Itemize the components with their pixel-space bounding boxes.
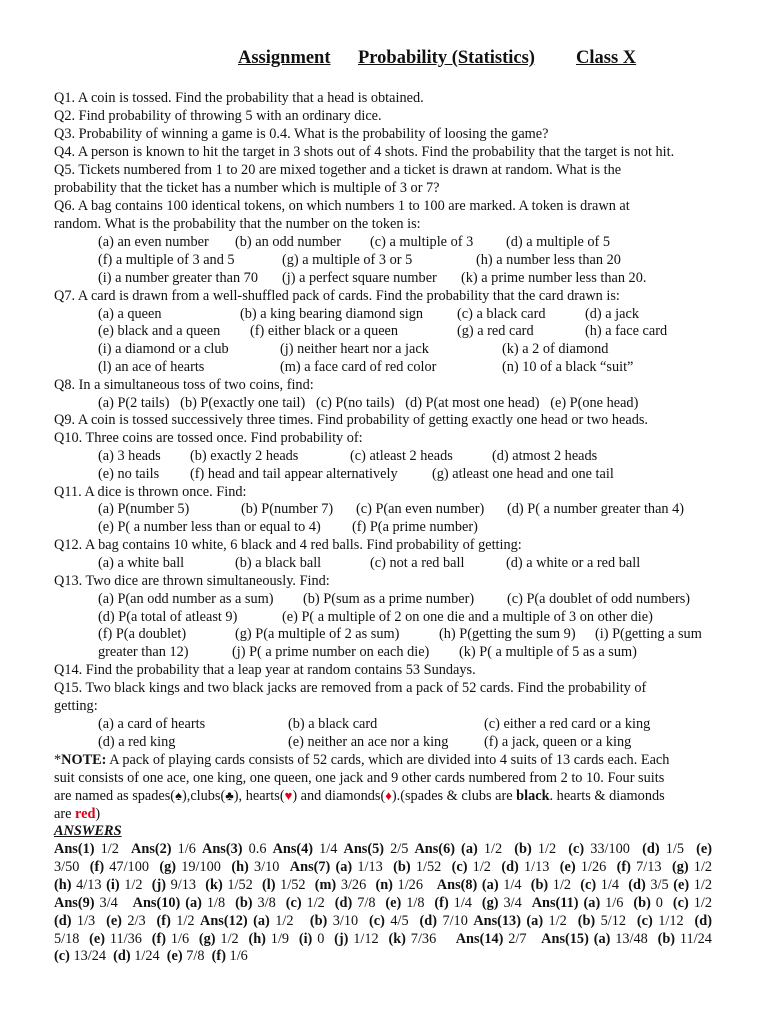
question-13: Q13. Two dice are thrown simultaneously. Find:: [54, 573, 330, 589]
answer-label: (b): [309, 912, 328, 929]
note-text: ), hearts(: [233, 788, 285, 804]
answer-label: Ans(3): [202, 841, 243, 857]
answer-label: (l): [262, 876, 276, 893]
note-label: NOTE:: [61, 752, 107, 768]
answer-value: 19/100: [176, 858, 232, 875]
answer-label: Ans(14): [455, 930, 504, 947]
answer-label: (b): [577, 912, 596, 929]
answer-label: (h): [54, 876, 72, 893]
q10-option: (g) atleast one head and one tail: [432, 466, 614, 482]
answer-line: [54, 840, 712, 858]
q12-option: (d) a white or a red ball: [506, 555, 641, 571]
q11-option: (e) P( a number less than or equal to 4): [98, 519, 321, 535]
title-class: Class X: [576, 48, 637, 68]
answer-value: 1/3: [71, 912, 107, 929]
question-7: Q7. A card is drawn from a well-shuffled pack of cards. Find the probability that the card drawn is:: [54, 288, 620, 304]
answer-value: 3/5: [645, 876, 674, 893]
q15-option: (e) neither an ace nor a king: [288, 734, 449, 750]
answer-value: 1/2: [94, 841, 132, 857]
answer-value: 7/13: [630, 858, 672, 875]
answer-value: 1/24: [130, 948, 167, 965]
answer-value: 7/8: [182, 948, 212, 965]
answer-value: 1/2: [477, 841, 515, 857]
q13-option: (e) P( a multiple of 2 on one die and a multiple of 3 on other die): [282, 609, 653, 625]
answer-label: Ans(2): [131, 841, 172, 857]
answer-value: 5/12: [595, 912, 637, 929]
answer-value: 3/8: [252, 894, 286, 911]
answer-value: 1/52: [222, 876, 263, 893]
answer-label: Ans(10) (a): [132, 894, 202, 911]
answer-label: (n): [375, 876, 393, 893]
answer-value: 1/2: [543, 912, 578, 929]
note-text: are: [54, 806, 76, 822]
answer-label: (b): [657, 930, 676, 947]
q7-option: (c) a black card: [457, 306, 546, 322]
club-icon: ♣: [225, 788, 234, 803]
answer-value: 1/2: [689, 876, 713, 893]
answer-value: 1/2: [119, 876, 152, 893]
answer-label: (b): [235, 894, 253, 911]
answer-label: (k): [205, 876, 223, 893]
answer-value: 2/3: [121, 912, 157, 929]
note-text: ): [95, 806, 101, 822]
note-red-word: red: [75, 806, 96, 822]
answer-value: 1/26: [392, 876, 437, 893]
answer-label: (f): [156, 912, 171, 929]
note-text: . hearts & diamonds: [549, 788, 665, 804]
answer-label: Ans(5): [343, 841, 385, 857]
answer-value: 1/26: [575, 858, 617, 875]
answer-value: 1/12: [652, 912, 695, 929]
answer-label: Ans(1): [54, 841, 95, 857]
answer-value: 47/100: [104, 858, 160, 875]
note-line-3: [54, 787, 665, 805]
answer-label: (e): [559, 858, 576, 875]
answer-label: (d): [642, 841, 660, 857]
answer-value: 7/36: [405, 930, 456, 947]
answer-value: 1/6: [600, 894, 634, 911]
q6-option: (j) a perfect square number: [282, 270, 437, 286]
answer-value: 2/5: [384, 841, 415, 857]
question-2: Q2. Find probability of throwing 5 with an ordinary dice.: [54, 108, 382, 124]
question-12: Q12. A bag contains 10 white, 6 black and 4 red balls. Find probability of getting:: [54, 537, 522, 553]
answer-value: 1/2: [301, 894, 335, 911]
question-6-line-2: random. What is the probability that the number on the token is:: [54, 216, 421, 232]
q11-option: (b) P(number 7): [241, 501, 334, 517]
answer-label: (c): [285, 894, 302, 911]
answer-value: 1/6: [171, 841, 202, 857]
answer-value: 1/13: [518, 858, 560, 875]
answer-value: 1/4: [313, 841, 344, 857]
q6-option: (d) a multiple of 5: [506, 234, 611, 250]
note-text: ) and diamonds(: [292, 788, 386, 804]
q12-option: (b) a black ball: [235, 555, 322, 571]
q12-option: (a) a white ball: [98, 555, 185, 571]
answer-label: (c): [672, 894, 689, 911]
answer-value: 11/36: [105, 930, 152, 947]
q13-option: (f) P(a doublet): [98, 626, 187, 642]
q13-option: (k) P( a multiple of 5 as a sum): [459, 644, 637, 660]
q7-option: (h) a face card: [585, 323, 668, 339]
answer-value: 13/48: [610, 930, 658, 947]
q13-option: (d) P(a total of atleast 9): [98, 609, 238, 625]
note-line-2: suit consists of one ace, one king, one queen, one jack and 9 other cards numbered from 2 to 10. Four suits: [54, 770, 665, 786]
question-3: Q3. Probability of winning a game is 0.4. What is the probability of loosing the game?: [54, 126, 549, 142]
question-8: Q8. In a simultaneous toss of two coins, find:: [54, 377, 314, 393]
q10-option: (f) head and tail appear alternatively: [190, 466, 398, 482]
answer-value: 1/6: [166, 930, 199, 947]
answer-label: Ans(4): [272, 841, 314, 857]
answer-label: (g): [198, 930, 216, 947]
q7-option: (d) a jack: [585, 306, 639, 322]
answer-label: (e): [673, 876, 690, 893]
answer-label: (g): [481, 894, 499, 911]
q10-option: (c) atleast 2 heads: [350, 448, 453, 464]
answer-value: 1/2: [531, 841, 569, 857]
q7-option: (k) a 2 of diamond: [502, 341, 609, 357]
answer-value: 1/2: [269, 912, 310, 929]
answer-value: 3/4: [498, 894, 532, 911]
answers-heading: ANSWERS: [54, 823, 122, 839]
q6-option: (f) a multiple of 3 and 5: [98, 252, 235, 268]
q10-option: (b) exactly 2 heads: [190, 448, 299, 464]
answer-label: (i): [106, 876, 120, 893]
answer-value: 3/4: [94, 894, 133, 911]
answer-label: (j): [334, 930, 349, 947]
question-5-line-2: probability that the ticket has a number which is multiple of 3 or 7?: [54, 180, 440, 196]
answer-label: (d): [334, 894, 353, 911]
answer-value: 4/5: [384, 912, 420, 929]
note-text: ),clubs(: [181, 788, 226, 804]
answer-value: 1/12: [348, 930, 389, 947]
answer-label: (f): [211, 948, 226, 965]
note-asterisk: *: [54, 752, 62, 768]
answer-label: (h): [231, 858, 249, 875]
answer-value: 13/24: [69, 948, 114, 965]
q6-option: (h) a number less than 20: [476, 252, 621, 268]
q6-option: (b) an odd number: [235, 234, 342, 250]
answer-label: Ans(15) (a): [541, 930, 611, 947]
q11-option: (c) P(an even number): [356, 501, 485, 517]
q10-option: (d) atmost 2 heads: [492, 448, 598, 464]
q10-option: (a) 3 heads: [98, 448, 161, 464]
answer-value: 1/5: [659, 841, 697, 857]
q7-option: (f) either black or a queen: [250, 323, 399, 339]
answer-label: (d): [694, 912, 713, 929]
answer-label: (j): [151, 876, 167, 893]
answer-value: 1/52: [275, 876, 315, 893]
answer-value: 1/2: [688, 858, 713, 875]
answer-label: Ans(6) (a): [414, 841, 478, 857]
q11-option: (a) P(number 5): [98, 501, 190, 517]
answer-label: (e): [106, 912, 122, 929]
answer-label: (i): [298, 930, 313, 947]
answer-value: 1/52: [410, 858, 452, 875]
q6-option: (k) a prime number less than 20.: [461, 270, 647, 286]
q13-option: (i) P(getting a sum: [595, 626, 702, 642]
answer-value: 1/4: [596, 876, 629, 893]
answer-value: 3/10: [248, 858, 290, 875]
q7-option: (i) a diamond or a club: [98, 341, 229, 357]
q7-option: (b) a king bearing diamond sign: [240, 306, 424, 322]
answer-value: 3/10: [327, 912, 370, 929]
note-black-word: black: [516, 788, 550, 804]
q13-option: greater than 12): [98, 644, 189, 660]
answer-value: 9/13: [166, 876, 206, 893]
q13-option: (h) P(getting the sum 9): [439, 626, 576, 642]
q8-options: (a) P(2 tails) (b) P(exactly one tail) (c) P(no tails) (d) P(at most one head) (e) P(one head): [98, 395, 639, 411]
q6-option: (c) a multiple of 3: [370, 234, 474, 250]
question-15-line-2: getting:: [54, 698, 98, 714]
question-4: Q4. A person is known to hit the target in 3 shots out of 4 shots. Find the probability that the target is not hit.: [54, 144, 675, 160]
title-assignment: Assignment: [238, 48, 331, 68]
answer-label: Ans(9): [54, 894, 95, 911]
q13-option: (c) P(a doublet of odd numbers): [507, 591, 691, 607]
q6-option: (a) an even number: [98, 234, 209, 250]
answer-label: (b): [633, 894, 651, 911]
answer-label: (c): [580, 876, 597, 893]
q12-option: (c) not a red ball: [370, 555, 465, 571]
question-5-line-1: Q5. Tickets numbered from 1 to 20 are mixed together and a ticket is drawn at random. What is the: [54, 162, 622, 178]
title-subject: Probability (Statistics): [358, 48, 535, 68]
q13-option: (g) P(a multiple of 2 as sum): [235, 626, 400, 642]
q13-option: (b) P(sum as a prime number): [303, 591, 475, 607]
answer-label: (c): [636, 912, 653, 929]
answer-label: Ans(12) (a): [200, 912, 270, 929]
note-text: ).(spades & clubs are: [391, 788, 517, 804]
answer-value: 1/2: [215, 930, 249, 947]
answer-label: (e): [166, 948, 183, 965]
answer-value: 7/10: [437, 912, 474, 929]
answer-label: (b): [514, 841, 532, 857]
answer-value: 7/8: [352, 894, 386, 911]
answer-value: 1/6: [225, 948, 248, 965]
question-15-line-1: Q15. Two black kings and two black jacks are removed from a pack of 52 cards. Find the probability of: [54, 680, 647, 696]
answer-label: (c): [568, 841, 585, 857]
note-text: are named as spades(: [54, 788, 176, 804]
q7-option: (a) a queen: [98, 306, 162, 322]
q11-option: (f) P(a prime number): [352, 519, 478, 535]
answer-label: (b): [393, 858, 411, 875]
answer-value: 1/13: [352, 858, 394, 875]
q6-option: (i) a number greater than 70: [98, 270, 258, 286]
answer-label: (d): [501, 858, 519, 875]
answer-value: 0: [650, 894, 673, 911]
answer-line: [54, 858, 712, 876]
answer-line: [54, 894, 712, 912]
answer-label: (c): [451, 858, 468, 875]
q13-option: (j) P( a prime number on each die): [232, 644, 430, 660]
answer-label: Ans(11) (a): [531, 894, 601, 911]
answer-label: (f): [434, 894, 449, 911]
answer-label: (k): [388, 930, 406, 947]
answer-value: 11/24: [675, 930, 712, 947]
answer-value: 0: [312, 930, 335, 947]
answer-value: 3/50: [54, 858, 90, 875]
q7-option: (j) neither heart nor a jack: [280, 341, 429, 357]
answer-label: (f): [616, 858, 631, 875]
spade-icon: ♠: [175, 788, 182, 803]
answer-label: (g): [671, 858, 689, 875]
question-1: Q1. A coin is tossed. Find the probability that a head is obtained.: [54, 90, 424, 106]
question-6-line-1: Q6. A bag contains 100 identical tokens, on which numbers 1 to 100 are marked. A token is drawn at: [54, 198, 630, 214]
answer-label: (e): [696, 841, 713, 857]
answer-label: (e): [385, 894, 402, 911]
answer-line: [54, 912, 712, 930]
question-9: Q9. A coin is tossed successively three times. Find probability of getting exactly one head or two heads.: [54, 412, 648, 428]
question-11: Q11. A dice is thrown once. Find:: [54, 484, 247, 500]
answer-value: 1/9: [265, 930, 299, 947]
answer-value: 2/7: [503, 930, 542, 947]
answer-value: 5/18: [54, 930, 90, 947]
answer-value: 0.6: [242, 841, 273, 857]
q7-option: (e) black and a queen: [98, 323, 221, 339]
answer-label: (m): [314, 876, 337, 893]
q7-option: (m) a face card of red color: [280, 359, 437, 375]
q10-option: (e) no tails: [98, 466, 160, 482]
answer-label: (d): [419, 912, 437, 929]
answer-label: (d): [628, 876, 646, 893]
answer-label: (b): [530, 876, 549, 893]
answer-label: Ans(7) (a): [289, 858, 353, 875]
answer-line: [54, 876, 712, 894]
answer-label: (c): [369, 912, 385, 929]
q15-option: (a) a card of hearts: [98, 716, 206, 732]
q15-option: (d) a red king: [98, 734, 176, 750]
answer-label: (d): [113, 948, 131, 965]
q15-option: (f) a jack, queen or a king: [484, 734, 632, 750]
q7-option: (g) a red card: [457, 323, 534, 339]
answer-label: Ans(8) (a): [436, 876, 499, 893]
answer-label: Ans(13) (a): [473, 912, 544, 929]
q15-option: (c) either a red card or a king: [484, 716, 651, 732]
heart-icon: ♥: [284, 788, 293, 803]
answer-value: 33/100: [584, 841, 643, 857]
answer-label: (d): [54, 912, 72, 929]
q6-option: (g) a multiple of 3 or 5: [282, 252, 413, 268]
answer-value: 1/4: [498, 876, 531, 893]
answer-value: 4/13: [71, 876, 107, 893]
diamond-icon: ♦: [385, 788, 392, 803]
answer-value: 1/2: [467, 858, 502, 875]
q15-option: (b) a black card: [288, 716, 378, 732]
answer-value: 1/2: [170, 912, 200, 929]
answer-value: 3/26: [336, 876, 376, 893]
question-10: Q10. Three coins are tossed once. Find probability of:: [54, 430, 363, 446]
note-text: A pack of playing cards consists of 52 cards, which are divided into 4 suits of 13 cards each. Each: [106, 752, 670, 768]
question-14: Q14. Find the probability that a leap year at random contains 53 Sundays.: [54, 662, 476, 678]
answer-value: 1/4: [448, 894, 482, 911]
answer-label: (f): [151, 930, 166, 947]
answer-line: [54, 930, 712, 948]
answer-label: (f): [89, 858, 105, 875]
q7-option: (n) 10 of a black “suit”: [502, 359, 634, 375]
answer-label: (g): [159, 858, 177, 875]
answer-label: (h): [248, 930, 266, 947]
answer-value: 1/8: [401, 894, 435, 911]
note-line-1: [54, 751, 669, 769]
note-line-4: [54, 805, 100, 823]
answer-line: [54, 947, 248, 965]
answer-label: (e): [89, 930, 106, 947]
q11-option: (d) P( a number greater than 4): [507, 501, 685, 517]
q13-option: (a) P(an odd number as a sum): [98, 591, 274, 607]
answer-value: 1/2: [688, 894, 712, 911]
answer-value: 1/2: [548, 876, 581, 893]
q7-option: (l) an ace of hearts: [98, 359, 205, 375]
answer-value: 1/8: [201, 894, 236, 911]
answer-label: (c): [54, 948, 70, 965]
